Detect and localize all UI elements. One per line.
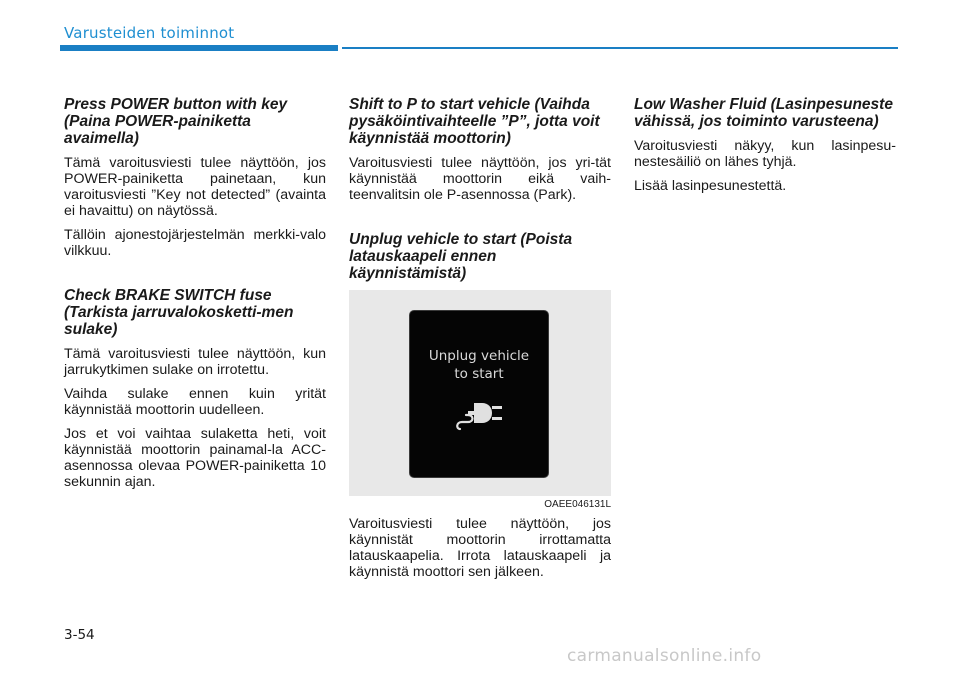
paragraph: Jos et voi vaihtaa sulaketta heti, voit käynnistää moottorin painamal-la ACC-asennossa olevaa POWER-painiketta 10 sekunnin ajan. <box>64 426 326 490</box>
display-line-1: Unplug vehicle <box>428 348 530 364</box>
cluster-display <box>410 311 548 477</box>
header-rule-thick <box>60 45 338 51</box>
header-rule-thin <box>342 47 898 49</box>
heading-low-washer-fluid: Low Washer Fluid (Lasinpesuneste vähissä, jos toiminto varusteena) <box>634 96 893 130</box>
paragraph: Varoitusviesti näkyy, kun lasinpesu-nestesäiliö on lähes tyhjä. <box>634 138 896 170</box>
column-1 <box>64 96 326 498</box>
display-line-2: to start <box>454 366 504 382</box>
heading-check-brake-switch: Check BRAKE SWITCH fuse (Tarkista jarruvalokosketti-men sulake) <box>64 287 294 338</box>
section-header-title: Varusteiden toiminnot <box>64 24 235 42</box>
paragraph: Varoitusviesti tulee näyttöön, jos käynnistät moottorin irrottamatta latauskaapelia. Irrota latauskaapeli ja käynnistä moottori sen jälkeen. <box>349 516 611 580</box>
column-2 <box>349 96 611 588</box>
heading-unplug-vehicle: Unplug vehicle to start (Poista latauskaapeli ennen käynnistämistä) <box>349 231 573 282</box>
heading-press-power: Press POWER button with key (Paina POWER-painiketta avaimella) <box>64 96 288 147</box>
column-3 <box>634 96 896 202</box>
figure-unplug-display <box>349 290 611 510</box>
figure-code: OAEE046131L <box>544 499 611 510</box>
paragraph: Vaihda sulake ennen kuin yrität käynnistää moottorin uudelleen. <box>64 386 326 418</box>
charging-plug-icon <box>454 395 506 435</box>
paragraph: Tällöin ajonestojärjestelmän merkki-valo vilkkuu. <box>64 227 326 259</box>
watermark: carmanualsonline.info <box>567 646 762 666</box>
paragraph: Tämä varoitusviesti tulee näyttöön, kun jarrukytkimen sulake on irrotettu. <box>64 346 326 378</box>
page-number: 3-54 <box>64 627 95 643</box>
paragraph: Tämä varoitusviesti tulee näyttöön, jos POWER-painiketta painetaan, kun varoitusviesti ”Key not detected” (avainta ei havaittu) on näytössä. <box>64 155 326 219</box>
display-message <box>410 347 548 383</box>
heading-shift-to-p: Shift to P to start vehicle (Vaihda pysäköintivaihteelle ”P”, jotta voit käynnistää moottorin) <box>349 96 600 147</box>
paragraph: Lisää lasinpesunestettä. <box>634 178 787 194</box>
paragraph: Varoitusviesti tulee näyttöön, jos yri-tät käynnistää moottorin eikä vaih-teenvalitsin ole P-asennossa (Park). <box>349 155 611 203</box>
